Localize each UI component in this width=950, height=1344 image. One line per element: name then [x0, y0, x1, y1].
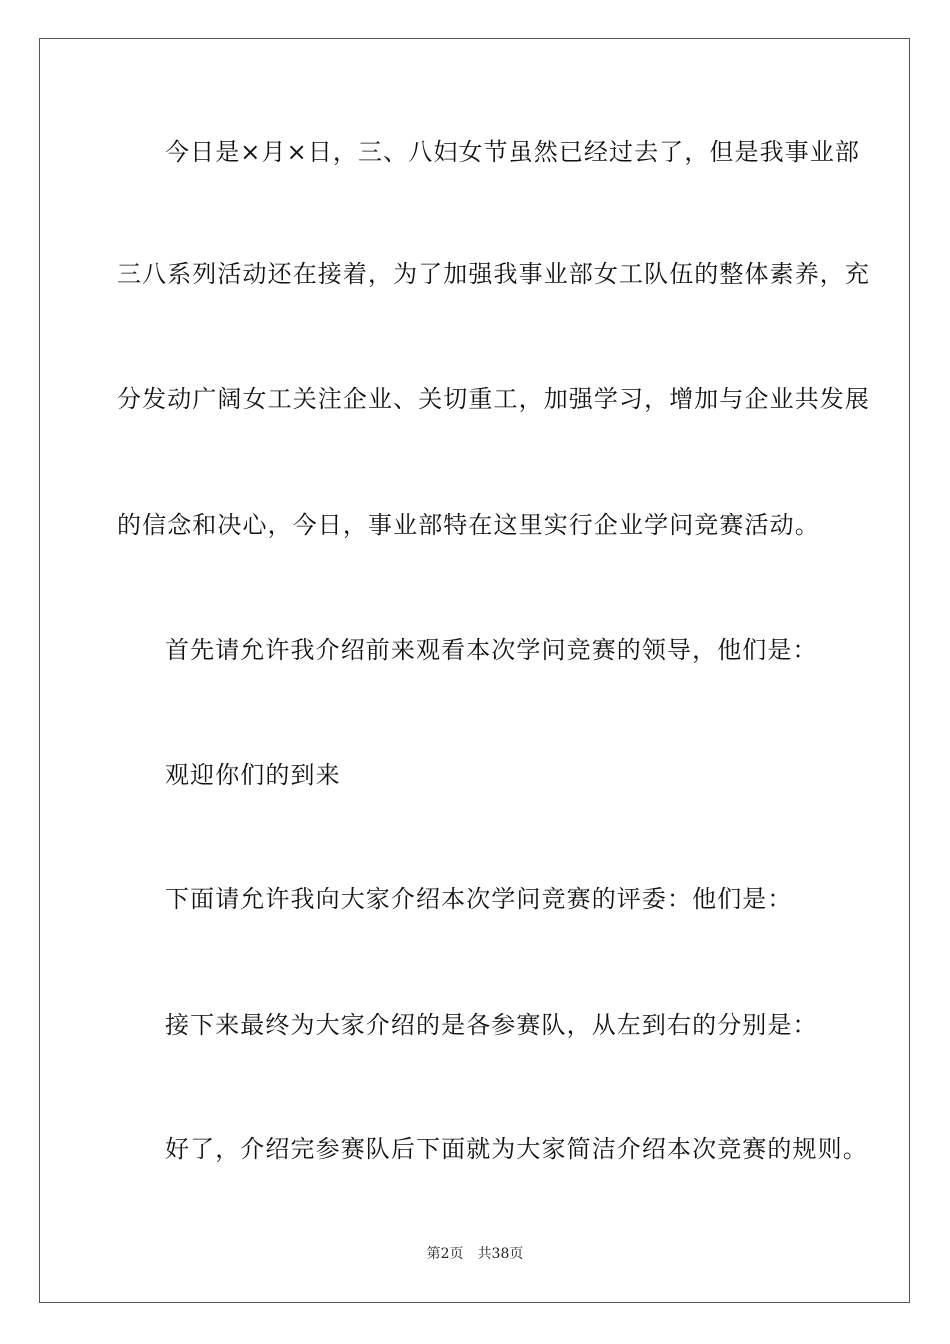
total-pages: 共38页 [477, 1246, 524, 1262]
paragraph-line-4: 的信念和决心，今日，事业部特在这里实行企业学问竞赛活动。 [117, 511, 820, 539]
paragraph-line-3: 分发动广阔女工关注企业、关切重工，加强学习，增加与企业共发展 [117, 385, 870, 413]
paragraph-line-5: 首先请允许我介绍前来观看本次学问竞赛的领导，他们是： [165, 636, 818, 664]
page-border [39, 38, 910, 1303]
page-footer [0, 1245, 950, 1263]
paragraph-line-7: 下面请允许我向大家介绍本次学问竞赛的评委：他们是： [165, 885, 793, 913]
paragraph-line-2: 三八系列活动还在接着，为了加强我事业部女工队伍的整体素养，充 [117, 260, 870, 288]
paragraph-line-1: 今日是×月×日，三、八妇女节虽然已经过去了，但是我事业部 [165, 138, 861, 166]
page-number: 第2页 [426, 1246, 464, 1262]
paragraph-line-9: 好了，介绍完参赛队后下面就为大家简洁介绍本次竞赛的规则。 [165, 1135, 868, 1163]
paragraph-line-8: 接下来最终为大家介绍的是各参赛队，从左到右的分别是： [165, 1011, 818, 1039]
paragraph-line-6: 观迎你们的到来 [165, 761, 341, 789]
